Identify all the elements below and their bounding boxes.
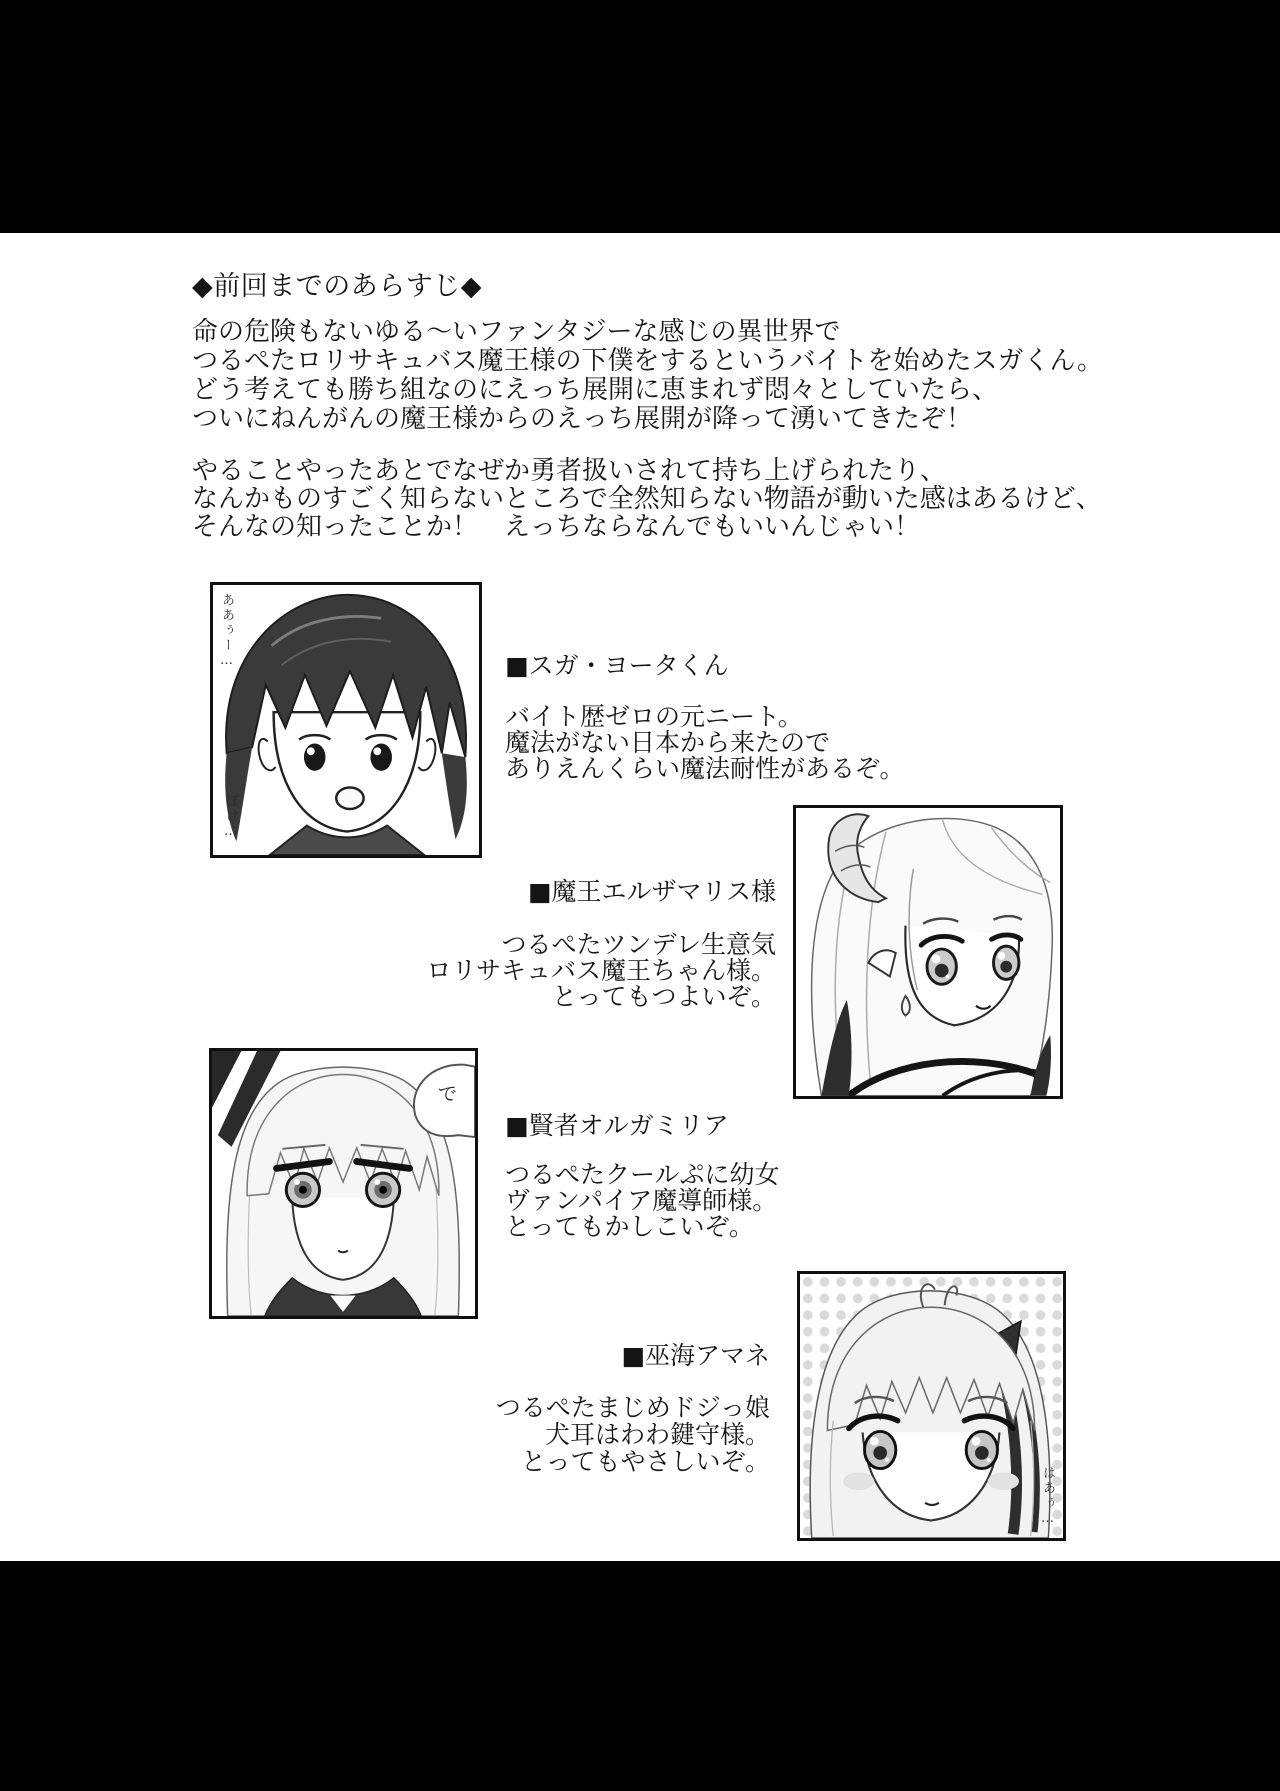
description-line: ヴァンパイア魔導師様。 — [505, 1186, 778, 1215]
handwritten-sfx: ああぅー… — [219, 593, 234, 670]
description-line: ありえんくらい魔法耐性があるぞ。 — [505, 754, 905, 783]
synopsis-line: どう考えても勝ち組なのにえっち展開に恵まれず悶々としていたら、 — [192, 375, 999, 405]
character-description-orgamilia — [505, 1162, 780, 1240]
synopsis-line: ついにねんがんの魔王様からのえっち展開が降って湧いてきたぞ！ — [192, 404, 973, 434]
description-line: つるぺたまじめドジっ娘 — [495, 1393, 770, 1422]
character-description-suga-yota — [505, 704, 905, 782]
synopsis-line: なんかものすごく知らないところで全然知らない物語が動いた感はあるけど、 — [192, 484, 1102, 514]
handwritten-sfx: はあぅ… — [1040, 1466, 1055, 1528]
description-line: つるぺたツンデレ生意気 — [501, 930, 776, 959]
character-name-orgamilia: ■賢者オルガミリア — [505, 1111, 729, 1140]
amane-illustration — [800, 1274, 1063, 1538]
synopsis-line: 命の危険もないゆる～いファンタジーな感じの異世界で — [192, 317, 841, 347]
synopsis-line: やることやったあとでなぜか勇者扱いされて持ち上げられたり、 — [192, 456, 947, 486]
bottom-black-bar — [0, 1561, 1280, 1791]
synopsis-line: つるぺたロリサキュバス魔王様の下僕をするというバイトを始めたスガくん。 — [192, 346, 1104, 376]
description-line: ロリサキュバス魔王ちゃん様。 — [426, 956, 776, 985]
synopsis-paragraph-2 — [192, 457, 1102, 541]
portrait-orgamilia — [209, 1048, 478, 1319]
character-name-suga-yota: ■スガ・ヨータくん — [505, 651, 729, 680]
description-line: とってもかしこいぞ。 — [505, 1212, 755, 1241]
character-description-amane — [496, 1394, 770, 1475]
synopsis-paragraph-1 — [192, 318, 1103, 434]
portrait-elzamaris — [793, 805, 1063, 1099]
description-line: とってもやさしいぞ。 — [520, 1447, 770, 1476]
portrait-suga-yota — [210, 582, 482, 858]
description-line: とってもつよいぞ。 — [551, 982, 776, 1011]
description-line: 犬耳はわわ鍵守様。 — [544, 1420, 770, 1449]
description-line: 魔法がない日本から来たので — [505, 728, 831, 757]
character-description-elzamaris — [426, 932, 776, 1010]
description-line: つるぺたクールぷに幼女 — [505, 1160, 780, 1189]
description-line: バイト歴ゼロの元ニート。 — [505, 702, 803, 731]
orgamilia-illustration — [212, 1051, 475, 1316]
synopsis-line: そんなの知ったことか！ えっちならなんでもいいんじゃい！ — [192, 512, 921, 542]
handwritten-sfx: ぽけ… — [223, 794, 238, 841]
page-title: ◆前回までのあらすじ◆ — [192, 271, 483, 302]
speech-bubble-text: で — [437, 1083, 457, 1105]
character-name-elzamaris: ■魔王エルザマリス様 — [527, 877, 776, 906]
character-name-amane: ■巫海アマネ — [621, 1341, 770, 1370]
portrait-amane — [797, 1271, 1066, 1541]
suga-yota-illustration — [213, 585, 479, 855]
top-black-bar — [0, 0, 1280, 233]
elzamaris-illustration — [796, 808, 1060, 1096]
